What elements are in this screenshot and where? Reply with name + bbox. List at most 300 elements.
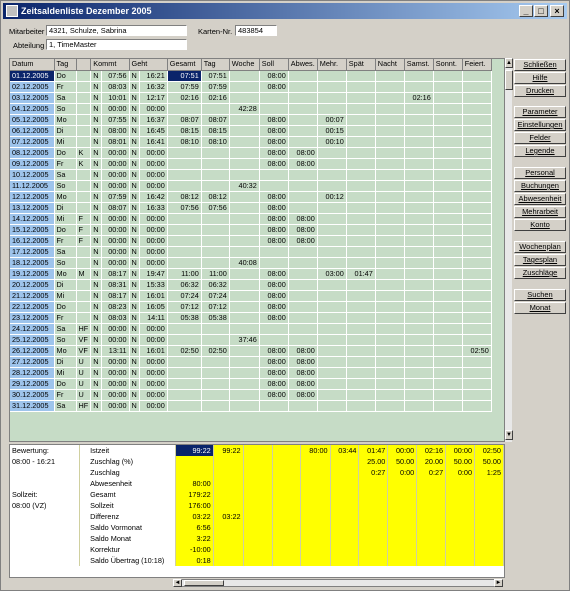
table-cell[interactable] [288,323,317,334]
table-cell[interactable]: 00:00 [139,400,167,411]
table-row[interactable] [10,268,491,279]
table-cell[interactable]: 07:56 [167,202,201,213]
table-cell[interactable] [229,202,259,213]
table-cell[interactable]: N [129,114,139,125]
table-cell[interactable] [346,279,375,290]
table-cell[interactable]: 42:28 [229,103,259,114]
table-cell[interactable]: N [129,136,139,147]
table-cell[interactable] [433,279,462,290]
table-cell[interactable]: 07:56 [101,70,129,81]
table-cell[interactable] [167,103,201,114]
table-cell[interactable] [462,103,491,114]
table-cell[interactable] [76,125,91,136]
table-cell[interactable] [375,356,404,367]
table-cell[interactable]: N [129,334,139,345]
table-cell[interactable]: 07:51 [201,70,229,81]
table-cell[interactable] [167,356,201,367]
table-cell[interactable] [433,213,462,224]
table-cell[interactable]: 00:00 [139,235,167,246]
table-cell[interactable]: N [91,279,101,290]
table-cell[interactable] [346,180,375,191]
table-cell[interactable]: 07:56 [201,202,229,213]
table-cell[interactable] [229,301,259,312]
table-cell[interactable]: N [91,169,101,180]
table-cell[interactable] [288,191,317,202]
table-cell[interactable]: 07:12 [201,301,229,312]
table-cell[interactable] [229,378,259,389]
table-cell[interactable] [433,257,462,268]
table-cell[interactable]: Di [54,125,76,136]
table-cell[interactable]: 08:00 [259,290,288,301]
table-cell[interactable]: N [129,147,139,158]
table-cell[interactable]: 25.12.2005 [10,334,54,345]
table-cell[interactable] [375,279,404,290]
table-cell[interactable] [201,389,229,400]
table-cell[interactable]: N [91,268,101,279]
table-cell[interactable] [462,334,491,345]
table-cell[interactable] [404,345,433,356]
table-cell[interactable]: 08:00 [259,301,288,312]
table-cell[interactable] [404,389,433,400]
table-cell[interactable]: N [91,400,101,411]
table-cell[interactable]: N [91,81,101,92]
table-cell[interactable]: 06.12.2005 [10,125,54,136]
table-cell[interactable]: N [91,257,101,268]
table-cell[interactable]: N [129,246,139,257]
table-cell[interactable]: N [129,213,139,224]
table-cell[interactable] [375,147,404,158]
table-cell[interactable]: N [129,279,139,290]
table-cell[interactable]: N [129,224,139,235]
table-cell[interactable] [167,378,201,389]
table-cell[interactable] [462,136,491,147]
table-cell[interactable]: 08:00 [288,389,317,400]
table-cell[interactable] [404,81,433,92]
table-cell[interactable] [76,169,91,180]
table-cell[interactable] [201,400,229,411]
table-cell[interactable] [346,356,375,367]
table-cell[interactable] [317,202,346,213]
table-cell[interactable]: 00:00 [101,334,129,345]
table-cell[interactable] [288,268,317,279]
table-cell[interactable] [259,400,288,411]
table-cell[interactable]: 07:24 [201,290,229,301]
table-cell[interactable] [229,235,259,246]
table-cell[interactable]: N [129,180,139,191]
table-cell[interactable]: 00:00 [101,147,129,158]
table-cell[interactable]: 08:00 [259,125,288,136]
table-cell[interactable]: 11.12.2005 [10,180,54,191]
table-cell[interactable]: Mi [54,136,76,147]
table-cell[interactable]: 08:10 [201,136,229,147]
table-cell[interactable] [433,268,462,279]
table-cell[interactable]: 16:21 [139,70,167,81]
table-row[interactable] [10,202,491,213]
table-cell[interactable]: Sa [54,246,76,257]
table-cell[interactable] [229,224,259,235]
table-cell[interactable] [201,180,229,191]
table-row[interactable] [10,213,491,224]
table-cell[interactable]: 00:00 [101,400,129,411]
table-cell[interactable] [433,334,462,345]
table-cell[interactable]: Do [54,70,76,81]
table-cell[interactable] [346,246,375,257]
table-cell[interactable] [317,70,346,81]
table-cell[interactable] [167,400,201,411]
table-cell[interactable]: 08:00 [288,345,317,356]
table-cell[interactable]: 08:00 [288,367,317,378]
table-cell[interactable]: 02:50 [201,345,229,356]
table-cell[interactable] [404,70,433,81]
table-cell[interactable]: N [129,290,139,301]
table-cell[interactable] [404,158,433,169]
table-cell[interactable]: 08:00 [259,279,288,290]
table-cell[interactable] [317,103,346,114]
table-cell[interactable] [346,378,375,389]
parameter-button[interactable] [514,106,566,118]
table-cell[interactable] [375,169,404,180]
table-cell[interactable]: 08:07 [101,202,129,213]
column-header[interactable]: Woche [229,59,259,70]
table-cell[interactable] [404,367,433,378]
scroll-thumb[interactable] [505,70,513,90]
table-cell[interactable]: 14:11 [139,312,167,323]
table-cell[interactable]: Do [54,147,76,158]
table-cell[interactable] [462,235,491,246]
table-cell[interactable] [288,136,317,147]
table-cell[interactable]: 16:32 [139,81,167,92]
table-cell[interactable]: N [91,246,101,257]
table-cell[interactable] [375,246,404,257]
table-cell[interactable] [317,323,346,334]
table-cell[interactable] [317,81,346,92]
table-cell[interactable] [201,323,229,334]
table-cell[interactable] [404,279,433,290]
table-cell[interactable]: 08:12 [167,191,201,202]
table-cell[interactable] [288,312,317,323]
table-cell[interactable]: N [91,180,101,191]
table-cell[interactable]: 00:00 [139,334,167,345]
table-cell[interactable] [433,235,462,246]
table-cell[interactable]: 16:01 [139,345,167,356]
table-cell[interactable] [229,114,259,125]
table-cell[interactable] [433,400,462,411]
table-cell[interactable] [404,147,433,158]
table-cell[interactable]: N [91,70,101,81]
column-header[interactable]: Abwes. [288,59,317,70]
table-cell[interactable]: 00:00 [139,180,167,191]
table-cell[interactable] [346,323,375,334]
table-cell[interactable] [259,334,288,345]
table-cell[interactable] [404,257,433,268]
table-row[interactable] [10,257,491,268]
table-row[interactable] [10,169,491,180]
table-row[interactable] [10,290,491,301]
table-cell[interactable]: 00:00 [101,389,129,400]
table-cell[interactable]: 08:00 [259,191,288,202]
table-cell[interactable] [229,345,259,356]
table-cell[interactable] [259,257,288,268]
table-cell[interactable] [346,224,375,235]
table-cell[interactable] [404,213,433,224]
column-header[interactable]: Datum [10,59,54,70]
table-cell[interactable] [201,213,229,224]
table-row[interactable] [10,345,491,356]
minimize-button[interactable]: _ [519,5,533,17]
table-cell[interactable]: Do [54,224,76,235]
table-cell[interactable] [317,147,346,158]
table-cell[interactable]: 12.12.2005 [10,191,54,202]
table-cell[interactable] [201,224,229,235]
table-cell[interactable] [76,312,91,323]
table-cell[interactable] [346,70,375,81]
table-cell[interactable] [346,125,375,136]
table-cell[interactable]: 08:07 [201,114,229,125]
table-cell[interactable]: 08:00 [259,378,288,389]
table-row[interactable] [10,235,491,246]
table-cell[interactable] [346,334,375,345]
table-cell[interactable]: 08:00 [288,158,317,169]
table-cell[interactable] [404,114,433,125]
table-cell[interactable]: 16:45 [139,125,167,136]
table-cell[interactable]: N [129,191,139,202]
table-cell[interactable]: So [54,180,76,191]
table-cell[interactable]: N [91,191,101,202]
table-cell[interactable]: Sa [54,400,76,411]
table-cell[interactable]: 24.12.2005 [10,323,54,334]
weekplan-button[interactable] [514,241,566,253]
table-cell[interactable] [404,378,433,389]
column-header[interactable]: Mehr. [317,59,346,70]
table-cell[interactable] [288,81,317,92]
table-row[interactable] [10,279,491,290]
table-cell[interactable]: 08:00 [259,158,288,169]
table-cell[interactable] [76,246,91,257]
table-cell[interactable] [201,235,229,246]
table-cell[interactable] [317,92,346,103]
table-cell[interactable] [229,356,259,367]
table-cell[interactable] [201,334,229,345]
table-cell[interactable]: 02:16 [404,92,433,103]
table-cell[interactable]: So [54,103,76,114]
table-cell[interactable] [404,246,433,257]
table-cell[interactable]: N [129,92,139,103]
table-cell[interactable]: 08:00 [259,202,288,213]
table-cell[interactable]: 00:00 [139,356,167,367]
table-cell[interactable]: 02:16 [201,92,229,103]
table-cell[interactable] [288,125,317,136]
table-cell[interactable] [462,169,491,180]
table-cell[interactable]: 08:00 [259,268,288,279]
table-cell[interactable]: 08:00 [259,81,288,92]
table-cell[interactable]: 07:24 [167,290,201,301]
table-cell[interactable] [288,279,317,290]
table-cell[interactable] [167,246,201,257]
table-row[interactable] [10,334,491,345]
table-cell[interactable] [375,202,404,213]
table-cell[interactable]: 08:00 [259,147,288,158]
table-cell[interactable] [462,81,491,92]
table-cell[interactable]: 00:12 [317,191,346,202]
table-cell[interactable] [462,191,491,202]
table-row[interactable] [10,81,491,92]
table-cell[interactable]: 07:59 [167,81,201,92]
table-cell[interactable] [288,180,317,191]
table-row[interactable] [10,367,491,378]
table-cell[interactable]: N [129,389,139,400]
table-cell[interactable]: 00:00 [139,257,167,268]
table-cell[interactable]: 22.12.2005 [10,301,54,312]
table-cell[interactable] [404,180,433,191]
table-cell[interactable]: 13:11 [101,345,129,356]
table-cell[interactable]: So [54,334,76,345]
table-cell[interactable]: 02:16 [167,92,201,103]
table-cell[interactable] [76,301,91,312]
scroll-down-icon[interactable]: ▼ [506,432,512,438]
column-header[interactable]: Geht [129,59,167,70]
table-cell[interactable]: Do [54,378,76,389]
table-cell[interactable]: 08:00 [259,70,288,81]
table-cell[interactable]: N [91,158,101,169]
table-cell[interactable] [229,136,259,147]
scroll-left-icon[interactable]: ◄ [174,580,181,586]
table-cell[interactable] [229,268,259,279]
table-cell[interactable] [346,312,375,323]
table-cell[interactable]: 17.12.2005 [10,246,54,257]
table-cell[interactable] [259,103,288,114]
table-row[interactable] [10,378,491,389]
table-cell[interactable]: 08:00 [288,147,317,158]
table-cell[interactable]: N [129,400,139,411]
table-cell[interactable] [229,92,259,103]
table-cell[interactable] [317,367,346,378]
table-cell[interactable]: Sa [54,323,76,334]
table-cell[interactable] [229,191,259,202]
table-cell[interactable]: Di [54,279,76,290]
dayplan-button[interactable] [514,254,566,266]
table-cell[interactable] [317,257,346,268]
table-cell[interactable] [375,345,404,356]
table-cell[interactable]: K [76,158,91,169]
table-cell[interactable]: N [91,290,101,301]
table-row[interactable] [10,136,491,147]
table-cell[interactable]: 00:00 [139,158,167,169]
print-button[interactable] [514,85,566,97]
table-cell[interactable]: N [91,367,101,378]
table-row[interactable] [10,158,491,169]
table-cell[interactable] [404,334,433,345]
table-cell[interactable]: N [129,169,139,180]
table-cell[interactable] [346,400,375,411]
table-cell[interactable] [404,103,433,114]
table-cell[interactable]: 15:33 [139,279,167,290]
table-cell[interactable] [462,125,491,136]
table-cell[interactable]: HF [76,400,91,411]
table-cell[interactable]: N [91,301,101,312]
table-cell[interactable]: 18.12.2005 [10,257,54,268]
surcharges-button[interactable] [514,267,566,279]
table-cell[interactable] [229,125,259,136]
table-cell[interactable] [288,114,317,125]
table-cell[interactable]: 37:46 [229,334,259,345]
table-cell[interactable]: 15.12.2005 [10,224,54,235]
table-cell[interactable] [433,125,462,136]
table-cell[interactable]: 29.12.2005 [10,378,54,389]
table-cell[interactable] [76,70,91,81]
table-cell[interactable] [375,378,404,389]
column-header[interactable]: Feiert. [462,59,491,70]
table-cell[interactable] [288,92,317,103]
horizontal-scrollbar[interactable] [173,579,503,587]
table-cell[interactable]: 08:00 [101,125,129,136]
legend-button[interactable] [514,145,566,157]
table-cell[interactable]: 08:12 [201,191,229,202]
table-cell[interactable] [288,246,317,257]
table-cell[interactable] [375,312,404,323]
table-cell[interactable] [375,103,404,114]
table-cell[interactable] [433,224,462,235]
table-cell[interactable]: 10.12.2005 [10,169,54,180]
table-cell[interactable] [317,290,346,301]
table-cell[interactable] [433,169,462,180]
table-cell[interactable]: 00:00 [101,224,129,235]
table-cell[interactable]: 30.12.2005 [10,389,54,400]
table-cell[interactable] [462,268,491,279]
table-cell[interactable] [317,169,346,180]
table-cell[interactable]: 00:00 [139,246,167,257]
scroll-right-icon[interactable]: ► [495,580,502,586]
table-cell[interactable]: 00:10 [317,136,346,147]
table-cell[interactable] [375,114,404,125]
table-cell[interactable]: 16:37 [139,114,167,125]
table-cell[interactable]: N [91,103,101,114]
table-cell[interactable]: Sa [54,92,76,103]
table-cell[interactable] [167,323,201,334]
table-cell[interactable]: 08:00 [259,345,288,356]
table-cell[interactable]: N [91,224,101,235]
table-cell[interactable] [404,235,433,246]
table-cell[interactable]: 00:00 [139,389,167,400]
department-field[interactable]: 1, TimeMaster [46,39,187,50]
table-cell[interactable]: 00:00 [101,378,129,389]
table-cell[interactable] [433,180,462,191]
table-cell[interactable] [404,169,433,180]
table-cell[interactable]: N [129,367,139,378]
table-cell[interactable]: N [91,356,101,367]
table-cell[interactable] [229,169,259,180]
table-cell[interactable]: So [54,257,76,268]
column-header[interactable]: Soll [259,59,288,70]
table-cell[interactable] [229,400,259,411]
table-cell[interactable]: N [129,103,139,114]
table-cell[interactable] [375,290,404,301]
table-cell[interactable]: 13.12.2005 [10,202,54,213]
table-cell[interactable]: Di [54,202,76,213]
table-cell[interactable]: Mo [54,268,76,279]
close-button[interactable]: × [550,5,564,17]
table-cell[interactable] [288,400,317,411]
table-cell[interactable]: 08:00 [288,356,317,367]
column-header[interactable]: Kommt [91,59,129,70]
table-cell[interactable] [462,367,491,378]
table-cell[interactable]: 08:31 [101,279,129,290]
table-cell[interactable] [375,367,404,378]
table-cell[interactable]: VF [76,334,91,345]
table-cell[interactable] [346,301,375,312]
table-cell[interactable]: 05:38 [167,312,201,323]
table-cell[interactable] [346,367,375,378]
table-row[interactable] [10,191,491,202]
